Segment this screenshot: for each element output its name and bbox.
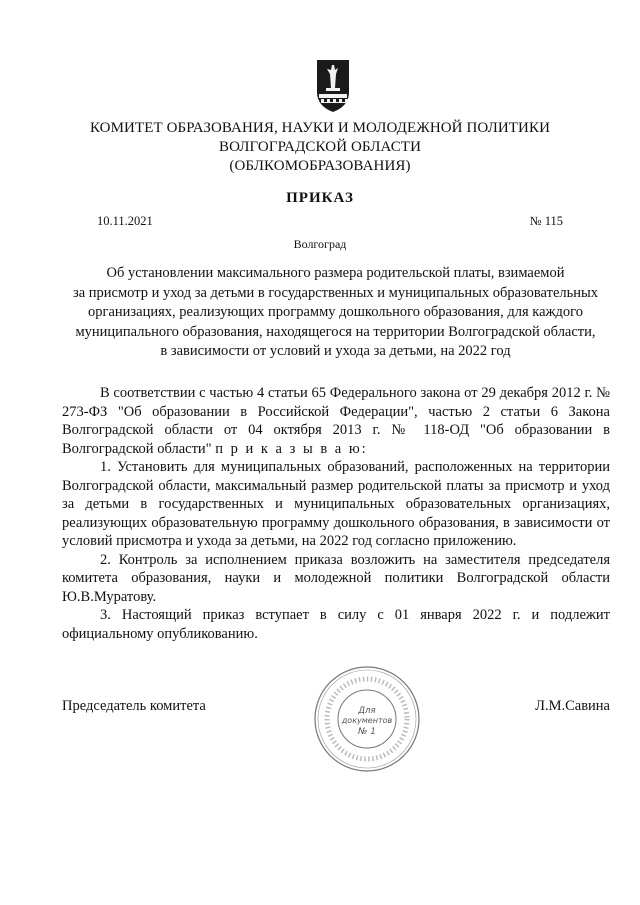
document-title: ПРИКАЗ — [286, 190, 354, 206]
committee-abbreviation: (ОБЛКОМОБРАЗОВАНИЯ) — [229, 158, 411, 174]
volgograd-emblem-icon — [313, 58, 353, 114]
preamble-paragraph — [62, 384, 610, 458]
order-item-2: 2. Контроль за исполнением приказа возложить на заместителя председателя комитета образования, науки и молодежной политики Волгоградской области Ю.В.Муратову. — [62, 551, 610, 605]
round-seal-stamp — [312, 664, 422, 774]
subject-line: муниципального образования, находящегося на территории Волгоградской области, — [75, 323, 596, 340]
order-subject — [58, 264, 613, 362]
subject-line: организациях, реализующих программу дошкольного образования, для каждого — [88, 304, 583, 320]
orders-word: п р и к а з ы в а ю: — [215, 440, 368, 457]
committee-name: КОМИТЕТ ОБРАЗОВАНИЯ, НАУКИ И МОЛОДЕЖНОЙ ПОЛИТИКИ — [89, 120, 551, 136]
order-date: 10.11.2021 — [97, 214, 153, 228]
committee-header — [0, 119, 640, 176]
stamp-line-2: документов — [341, 716, 393, 725]
order-city: Волгоград — [293, 237, 347, 251]
signatory-position: Председатель комитета — [62, 698, 206, 714]
committee-region: ВОЛГОГРАДСКОЙ ОБЛАСТИ — [218, 139, 422, 155]
subject-line: Об установлении максимального размера родительской платы, взимаемой — [106, 265, 565, 281]
order-number: № 115 — [529, 214, 563, 228]
order-item-3: 3. Настоящий приказ вступает в силу с 01 января 2022 г. и подлежит официальному опубликованию. — [62, 607, 610, 642]
stamp-line-3: № 1 — [358, 727, 376, 737]
order-body — [62, 384, 610, 643]
preamble-text: В соответствии с частью 4 статьи 65 Федерального закона от 29 декабря 2012 г. № 273-ФЗ "Об образовании в Российской Федерации", частью 2 статьи 6 Закона Волгоградской области от 04 октября 2013 г. № 118-ОД "Об образовании в Волгоградской области" — [62, 385, 610, 457]
order-item-1: 1. Установить для муниципальных образований, расположенных на территории Волгоградской области, максимальный размер родительской платы за присмотр и уход за детьми в государственных и муниципальных образовательных организациях, реализующих образовательную программу дошкольного образования, в зависимости от условий присмотра и ухода за детьми, на 2022 год согласно приложению. — [62, 459, 610, 549]
signatory-name: Л.М.Савина — [535, 698, 610, 714]
subject-line: в зависимости от условий и ухода за детьми, на 2022 год — [160, 343, 511, 359]
stamp-line-1: Для — [358, 706, 376, 716]
subject-line: за присмотр и уход за детьми в государственных и муниципальных образовательных — [72, 284, 598, 301]
